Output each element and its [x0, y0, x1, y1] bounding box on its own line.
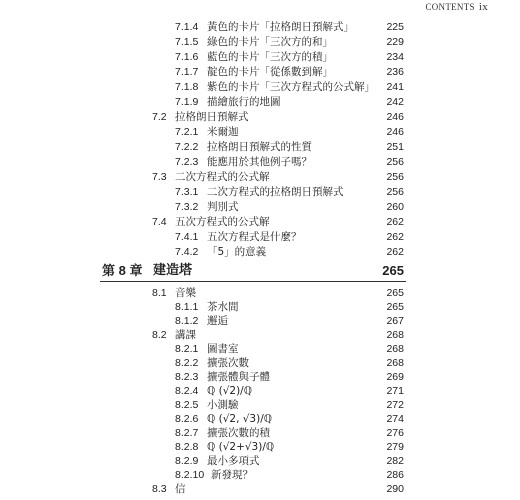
- toc-entry[interactable]: [0, 370, 520, 384]
- entry-title: 擴張次數的積: [207, 427, 270, 439]
- entry-number: 7.4.2: [175, 246, 199, 258]
- entry-title: 二次方程式的拉格朗日預解式: [207, 186, 344, 198]
- entry-page: 272: [386, 399, 404, 411]
- chapter-page: 265: [382, 263, 404, 278]
- toc-entry[interactable]: [0, 384, 520, 398]
- entry-title: 拉格朗日預解式: [175, 111, 249, 123]
- entry-number: 7.1.6: [175, 51, 199, 63]
- entry-number: 8.1.1: [175, 301, 199, 313]
- entry-title: 綠色的卡片「三次方的和」: [207, 36, 333, 48]
- entry-title: 小測驗: [207, 399, 239, 411]
- entry-title: 五次方程式的公式解: [175, 216, 270, 228]
- toc-entry[interactable]: [0, 80, 520, 94]
- entry-title: 「5」的意義: [207, 246, 267, 258]
- entry-title: 五次方程式是什麼？: [207, 231, 302, 243]
- toc-entry[interactable]: [0, 300, 520, 314]
- entry-page: 271: [386, 385, 404, 397]
- toc-entry[interactable]: [0, 95, 520, 109]
- entry-title: ℚ (√2, √3)/ℚ: [207, 413, 273, 425]
- entry-number: 7.1.7: [175, 66, 199, 78]
- entry-number: 7.2.1: [175, 126, 199, 138]
- entry-page: 268: [386, 343, 404, 355]
- entry-title: 藍色的卡片「三次方的積」: [207, 51, 333, 63]
- entry-title: 米爾迦: [207, 126, 239, 138]
- entry-number: 8.1.2: [175, 315, 199, 327]
- entry-page: 268: [386, 357, 404, 369]
- entry-page: 262: [386, 246, 404, 258]
- entry-page: 262: [386, 231, 404, 243]
- entry-page: 256: [386, 171, 404, 183]
- toc-entry[interactable]: [0, 200, 520, 214]
- toc-entry[interactable]: [0, 245, 520, 259]
- entry-title: 二次方程式的公式解: [175, 171, 270, 183]
- chapter-rule: [100, 281, 406, 282]
- entry-page: 274: [386, 413, 404, 425]
- toc-entry[interactable]: [0, 440, 520, 454]
- toc-entry[interactable]: [0, 286, 520, 300]
- entry-number: 8.2.5: [175, 399, 199, 411]
- toc-entry[interactable]: [0, 50, 520, 64]
- toc-entry[interactable]: [0, 482, 520, 496]
- entry-number: 8.2.7: [175, 427, 199, 439]
- entry-title: 邂逅: [207, 315, 228, 327]
- entry-number: 8.3: [152, 483, 167, 495]
- entry-title: 茶水間: [207, 301, 239, 313]
- toc-entry[interactable]: [0, 342, 520, 356]
- entry-page: 246: [386, 126, 404, 138]
- toc-entry[interactable]: [0, 314, 520, 328]
- entry-number: 8.2.1: [175, 343, 199, 355]
- entry-page: 290: [386, 483, 404, 495]
- entry-number: 7.4.1: [175, 231, 199, 243]
- entry-number: 8.2.6: [175, 413, 199, 425]
- entry-title: 講課: [175, 329, 196, 341]
- entry-number: 8.2.4: [175, 385, 199, 397]
- toc-entry[interactable]: [0, 110, 520, 124]
- entry-title: 擴張次數: [207, 357, 249, 369]
- chapter-title: 建造塔: [153, 263, 193, 278]
- entry-page: 265: [386, 301, 404, 313]
- entry-page: 279: [386, 441, 404, 453]
- chapter-heading[interactable]: [0, 262, 520, 280]
- toc-entry[interactable]: [0, 426, 520, 440]
- entry-page: 256: [386, 186, 404, 198]
- entry-title: 圖書室: [207, 343, 239, 355]
- entry-page: 262: [386, 216, 404, 228]
- entry-number: 7.1.5: [175, 36, 199, 48]
- entry-page: 256: [386, 156, 404, 168]
- entry-number: 8.2.9: [175, 455, 199, 467]
- entry-title: 黃色的卡片「拉格朗日預解式」: [207, 21, 354, 33]
- entry-page: 282: [386, 455, 404, 467]
- entry-page: 236: [386, 66, 404, 78]
- toc-entry[interactable]: [0, 125, 520, 139]
- header-label: CONTENTS: [425, 2, 475, 12]
- entry-title: 靛色的卡片「從係數到解」: [207, 66, 333, 78]
- entry-title: 能應用於其他例子嗎？: [207, 156, 312, 168]
- toc-entry[interactable]: [0, 215, 520, 229]
- entry-number: 7.1.8: [175, 81, 199, 93]
- entry-title: 擴張體與子體: [207, 371, 270, 383]
- entry-number: 8.2.10: [175, 469, 205, 481]
- entry-page: 286: [386, 469, 404, 481]
- entry-number: 8.2.3: [175, 371, 199, 383]
- entry-page: 260: [386, 201, 404, 213]
- entry-title: 拉格朗日預解式的性質: [207, 141, 312, 153]
- toc-entry[interactable]: [0, 140, 520, 154]
- entry-number: 7.4: [152, 216, 167, 228]
- entry-title: 新發現？: [211, 469, 253, 481]
- entry-title: 信: [175, 483, 186, 495]
- toc-entry[interactable]: [0, 20, 520, 34]
- chapter-number: 第 8 章: [102, 263, 143, 278]
- toc-entry[interactable]: [0, 65, 520, 79]
- toc-entry[interactable]: [0, 328, 520, 342]
- toc-entry[interactable]: [0, 155, 520, 169]
- entry-page: 268: [386, 329, 404, 341]
- entry-page: 265: [386, 287, 404, 299]
- entry-number: 8.2: [152, 329, 167, 341]
- entry-page: 241: [386, 81, 404, 93]
- entry-number: 7.1.9: [175, 96, 199, 108]
- running-header: [425, 1, 488, 13]
- entry-page: 246: [386, 111, 404, 123]
- toc-entry[interactable]: [0, 170, 520, 184]
- entry-title: 音樂: [175, 287, 196, 299]
- entry-page: 269: [386, 371, 404, 383]
- header-page-numeral: ix: [478, 1, 488, 13]
- entry-number: 7.3.2: [175, 201, 199, 213]
- entry-number: 7.3.1: [175, 186, 199, 198]
- entry-number: 8.1: [152, 287, 167, 299]
- toc-entry[interactable]: [0, 230, 520, 244]
- entry-number: 7.2: [152, 111, 167, 123]
- entry-title: 紫色的卡片「三次方程式的公式解」: [207, 81, 375, 93]
- entry-title: 判別式: [207, 201, 239, 213]
- entry-page: 267: [386, 315, 404, 327]
- entry-title: ℚ (√2)/ℚ: [207, 385, 252, 397]
- entry-page: 242: [386, 96, 404, 108]
- entry-page: 276: [386, 427, 404, 439]
- entry-number: 7.2.3: [175, 156, 199, 168]
- entry-number: 7.1.4: [175, 21, 199, 33]
- entry-title: 描繪旅行的地圖: [207, 96, 281, 108]
- toc-entry[interactable]: [0, 412, 520, 426]
- toc-entry[interactable]: [0, 454, 520, 468]
- toc-entry[interactable]: [0, 468, 520, 482]
- toc-entry[interactable]: [0, 35, 520, 49]
- entry-page: 225: [386, 21, 404, 33]
- entry-number: 7.2.2: [175, 141, 199, 153]
- toc-entry[interactable]: [0, 185, 520, 199]
- toc-entry[interactable]: [0, 356, 520, 370]
- entry-title: ℚ (√2+√3)/ℚ: [207, 441, 275, 453]
- entry-number: 8.2.8: [175, 441, 199, 453]
- entry-title: 最小多項式: [207, 455, 260, 467]
- entry-number: 8.2.2: [175, 357, 199, 369]
- entry-page: 234: [386, 51, 404, 63]
- toc-entry[interactable]: [0, 398, 520, 412]
- entry-number: 7.3: [152, 171, 167, 183]
- entry-page: 229: [386, 36, 404, 48]
- entry-page: 251: [386, 141, 404, 153]
